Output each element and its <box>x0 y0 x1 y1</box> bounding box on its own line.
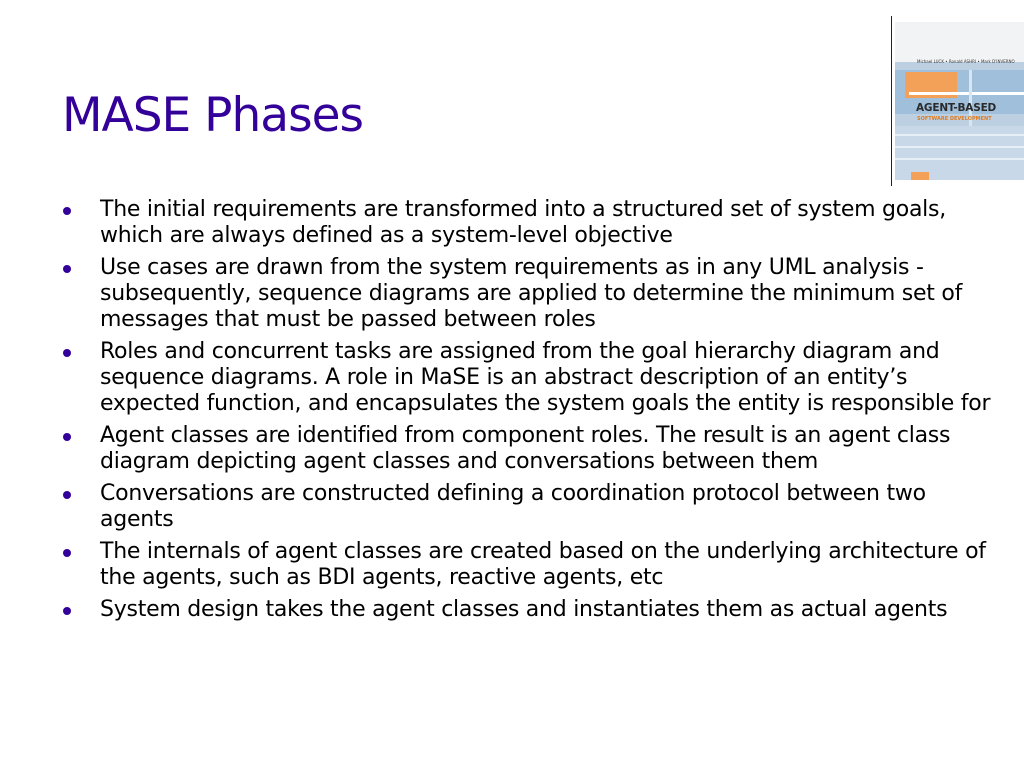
book-cover-image <box>895 22 1024 180</box>
bullet-dot-icon <box>63 207 71 215</box>
book-cover-subtitle: SOFTWARE DEVELOPMENT <box>917 116 992 122</box>
slide-title: MASE Phases <box>62 88 363 143</box>
bullet-dot-icon <box>63 607 71 615</box>
bullet-item <box>62 597 1002 623</box>
bullet-text: Conversations are constructed defining a coordination protocol between two agents <box>100 481 926 532</box>
book-cover-title: AGENT-BASED <box>916 102 997 114</box>
bullet-item <box>62 423 1002 475</box>
book-cover-authors: Michael LUCK • Ronald ASHRI • Mark D'INVERNO <box>917 59 1015 64</box>
bullet-dot-icon <box>63 433 71 441</box>
bullet-text: Agent classes are identified from component roles. The result is an agent class diagram depicting agent classes and conversations between them <box>100 423 951 474</box>
bullet-text: The internals of agent classes are created based on the underlying architecture of the agents, such as BDI agents, reactive agents, etc <box>100 539 986 590</box>
bullet-item <box>62 255 1002 333</box>
bullet-item <box>62 481 1002 533</box>
bullet-item <box>62 539 1002 591</box>
bullet-text: The initial requirements are transformed into a structured set of system goals, which are always defined as a system-level objective <box>100 197 946 248</box>
bullet-text: Roles and concurrent tasks are assigned from the goal hierarchy diagram and sequence diagrams. A role in MaSE is an abstract description of an entity’s expected function, and encapsulates the system goals the entity is responsible for <box>100 339 991 416</box>
bullet-dot-icon <box>63 549 71 557</box>
bullet-dot-icon <box>63 491 71 499</box>
bullet-text: Use cases are drawn from the system requirements as in any UML analysis - subsequently, sequence diagrams are applied to determine the minimum set of messages that must be passed between roles <box>100 255 963 332</box>
bullet-dot-icon <box>63 349 71 357</box>
bullet-item <box>62 197 1002 249</box>
bullet-dot-icon <box>63 265 71 273</box>
bullet-list <box>62 197 1002 629</box>
title-divider-line <box>891 16 892 186</box>
bullet-text: System design takes the agent classes and instantiates them as actual agents <box>100 597 948 622</box>
bullet-item <box>62 339 1002 417</box>
